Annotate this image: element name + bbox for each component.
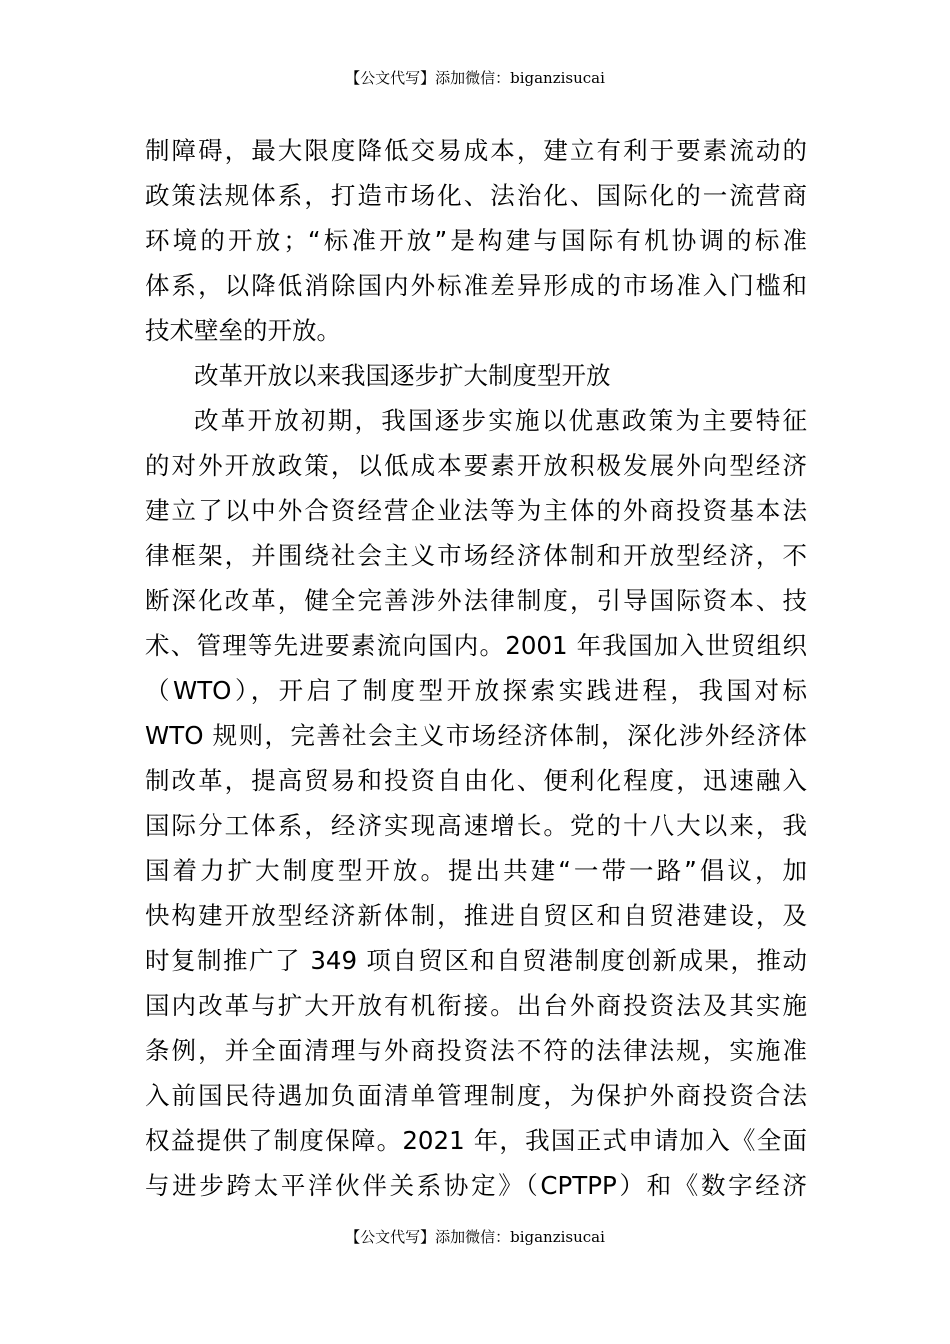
text-line: 政策法规体系，打造市场化、法治化、国际化的一流营商 — [145, 181, 807, 210]
text-line: 权益提供了制度保障。2021 年，我国正式申请加入《全面 — [145, 1126, 807, 1155]
text-line: 的对外开放政策，以低成本要素开放积极发展外向型经济 — [145, 451, 807, 480]
text-line: 国际分工体系，经济实现高速增长。党的十八大以来，我 — [145, 811, 807, 840]
text-line: 与进步跨太平洋伙伴关系协定》（CPTPP）和《数字经济 — [145, 1171, 807, 1200]
text-line: 国着力扩大制度型开放。提出共建“一带一路”倡议，加 — [145, 856, 807, 885]
text-line: 国内改革与扩大开放有机衔接。出台外商投资法及其实施 — [145, 991, 807, 1020]
section-heading: 改革开放以来我国逐步扩大制度型开放 — [194, 361, 611, 390]
text-line: 律框架，并围绕社会主义市场经济体制和开放型经济，不 — [145, 541, 807, 570]
page-header: 【公文代写】添加微信：biganzisucai — [345, 69, 605, 87]
text-line: 入前国民待遇加负面清单管理制度，为保护外商投资合法 — [145, 1081, 807, 1110]
text-line: 时复制推广了 349 项自贸区和自贸港制度创新成果，推动 — [145, 946, 807, 975]
text-line: 建立了以中外合资经营企业法等为主体的外商投资基本法 — [145, 496, 807, 525]
text-line: 体系，以降低消除国内外标准差异形成的市场准入门槛和 — [145, 271, 807, 300]
text-line: 制障碍，最大限度降低交易成本，建立有利于要素流动的 — [145, 136, 807, 165]
text-line: WTO 规则，完善社会主义市场经济体制，深化涉外经济体 — [145, 721, 807, 750]
text-line: 环境的开放；“标准开放”是构建与国际有机协调的标准 — [145, 226, 807, 255]
text-line: 改革开放初期，我国逐步实施以优惠政策为主要特征 — [194, 406, 807, 435]
text-line: 条例，并全面清理与外商投资法不符的法律法规，实施准 — [145, 1036, 807, 1065]
document-body — [145, 128, 807, 1208]
text-line: 快构建开放型经济新体制，推进自贸区和自贸港建设，及 — [145, 901, 807, 930]
page-footer: 【公文代写】添加微信：biganzisucai — [345, 1228, 605, 1246]
text-line: 技术壁垒的开放。 — [145, 316, 341, 345]
text-line: 术、管理等先进要素流向国内。2001 年我国加入世贸组织 — [145, 631, 807, 660]
text-line: （WTO），开启了制度型开放探索实践进程，我国对标 — [145, 676, 807, 705]
text-line: 制改革，提高贸易和投资自由化、便利化程度，迅速融入 — [145, 766, 807, 795]
text-line: 断深化改革，健全完善涉外法律制度，引导国际资本、技 — [145, 586, 807, 615]
